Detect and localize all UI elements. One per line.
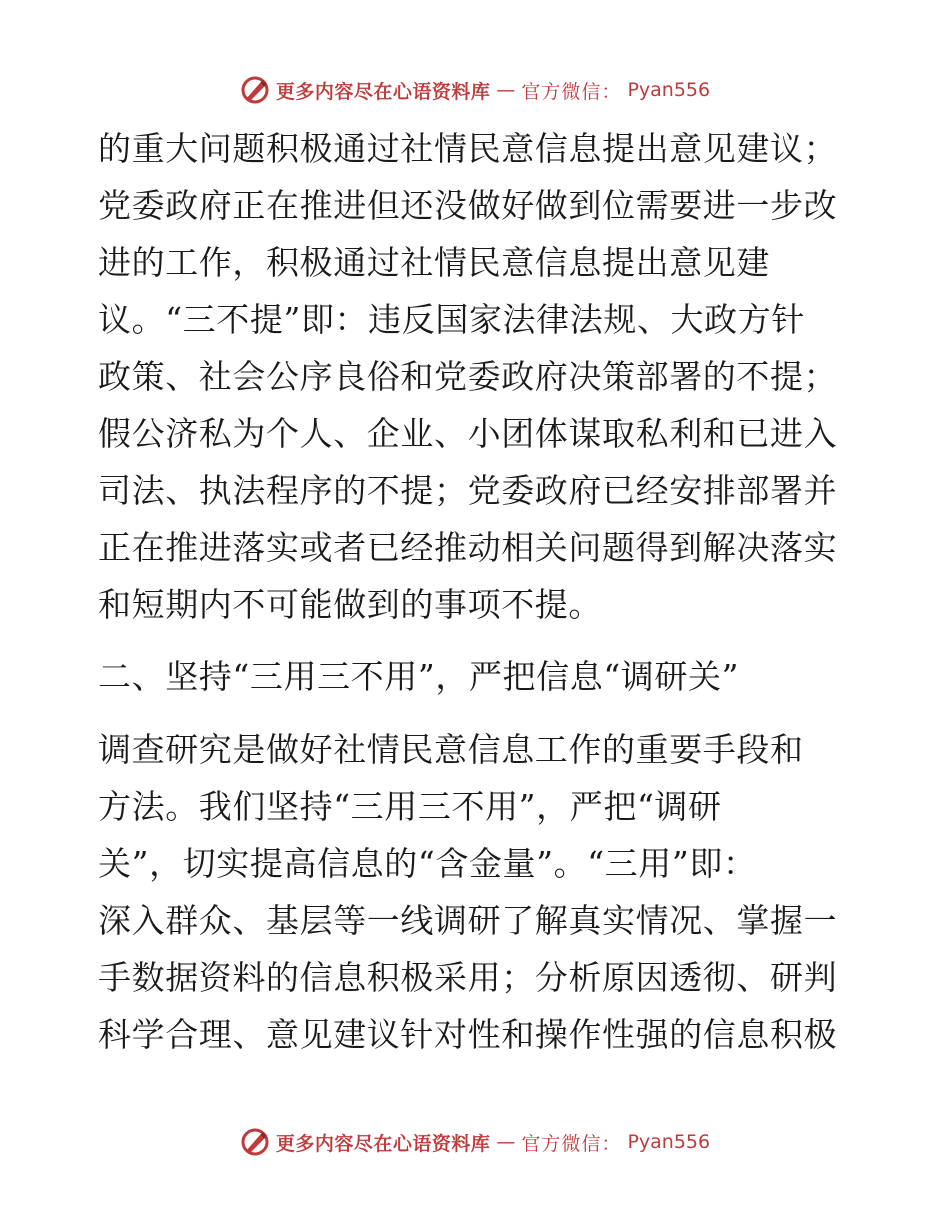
text-line: 调查研究是做好社情民意信息工作的重要手段和 [98,730,804,769]
watermark-dash: — [496,79,516,101]
paragraph-1 [98,120,850,633]
watermark-label: 官方微信： [521,80,622,103]
watermark-id: Pyan556 [627,79,711,101]
footer-watermark [0,1122,950,1162]
text-line: 关”，切实提高信息的“含金量”。“三用”即： [98,844,757,883]
text-line: 司法、执法程序的不提；党委政府已经安排部署并 [98,471,838,510]
watermark-main-text: 更多内容尽在心语资料库 [275,1132,491,1155]
section-heading: 二、坚持“三用三不用”，严把信息“调研关” [98,657,740,696]
text-line: 的重大问题积极通过社情民意信息提出意见建议； [98,129,838,168]
text-line: 方法。我们坚持“三用三不用”，严把“调研 [98,787,722,826]
text-line: 党委政府正在推进但还没做好做到位需要进一步改 [98,186,838,225]
text-line: 科学合理、意见建议针对性和操作性强的信息积极 [98,1015,838,1054]
paragraph-gap [98,707,850,721]
text-line: 假公济私为个人、企业、小团体谋取私利和已进入 [98,414,838,453]
pen-logo-icon [240,1127,270,1157]
watermark-dash: — [496,1131,516,1153]
text-line: 和短期内不可能做到的事项不提。 [98,585,602,624]
paragraph-gap [98,633,850,647]
paragraph-2 [98,721,850,1063]
text-line: 政策、社会公序良俗和党委政府决策部署的不提； [98,357,838,396]
text-line: 正在推进落实或者已经推动相关问题得到解决落实 [98,528,838,567]
header-watermark [0,70,950,110]
text-line: 进的工作，积极通过社情民意信息提出意见建 [98,243,770,282]
watermark-label: 官方微信： [521,1132,622,1155]
watermark-main-text: 更多内容尽在心语资料库 [275,80,491,103]
text-line: 深入群众、基层等一线调研了解真实情况、掌握一 [98,901,838,940]
text-line: 手数据资料的信息积极采用；分析原因透彻、研判 [98,958,838,997]
watermark-id: Pyan556 [627,1131,711,1153]
text-line: 议。“三不提”即：违反国家法律法规、大政方针 [98,300,805,339]
pen-logo-icon [240,75,270,105]
document-body [98,120,850,1063]
